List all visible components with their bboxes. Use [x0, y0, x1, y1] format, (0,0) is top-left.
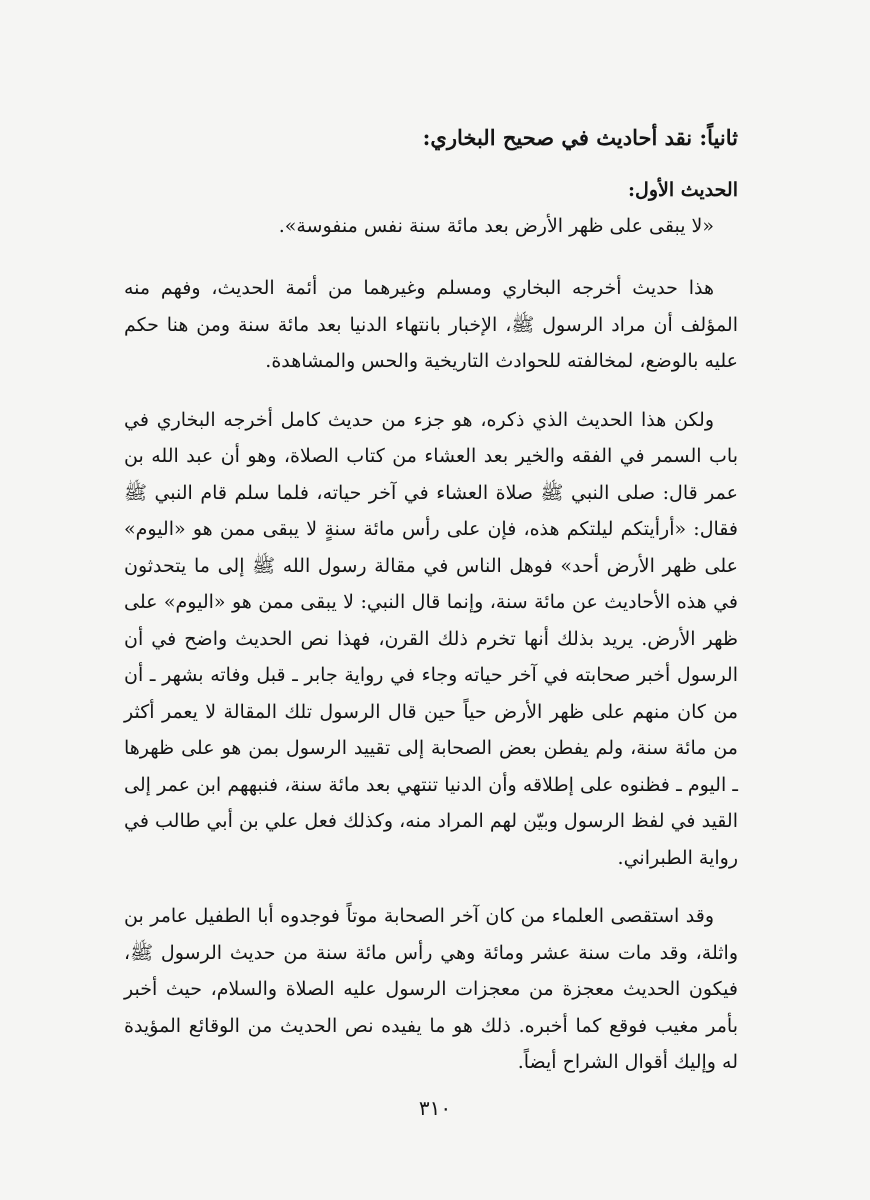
hadith-subheading: الحديث الأول:	[628, 179, 738, 201]
paragraph-3: وقد استقصى العلماء من كان آخر الصحابة موتاً فوجدوه أبا الطفيل عامر بن واثلة، وقد مات سنة عشر ومائة وهي رأس مائة سنة من حديث الرسول ﷺ، فيكون الحديث معجزة من معجزات الرسول عليه الصلاة والسلام، حيث أخبر بأمر مغيب فوقع كما أخبره. ذلك هو ما يفيده نص الحديث من الوقائع المؤيدة له وإليك أقوال الشراح أيضاً.	[124, 905, 738, 1073]
section-title: ثانياً: نقد أحاديث في صحيح البخاري:	[422, 125, 738, 150]
paragraph-2: ولكن هذا الحديث الذي ذكره، هو جزء من حديث كامل أخرجه البخاري في باب السمر في الفقه والخير بعد العشاء من كتاب الصلاة، وهو أن عبد الله بن عمر قال: صلى النبي ﷺ صلاة العشاء في آخر حياته، فلما سلم قام النبي ﷺ فقال: «أرأيتكم ليلتكم هذه، فإن على رأس مائة سنةٍ لا يبقى ممن هو «اليوم» على ظهر الأرض أحد» فوهل الناس في مقالة رسول الله ﷺ إلى ما يتحدثون في هذه الأحاديث عن مائة سنة، وإنما قال النبي: لا يبقى ممن هو «اليوم» على ظهر الأرض. يريد بذلك أنها تخرم ذلك القرن، فهذا نص الحديث واضح في أن الرسول أخبر صحابته في آخر حياته وجاء في رواية جابر ـ قبل وفاته بشهر ـ أن من كان منهم على ظهر الأرض حياً حين قال الرسول تلك المقالة لا يعمر أكثر من مائة سنة، ولم يفطن بعض الصحابة إلى تقييد الرسول بمن هو على ظهرها ـ اليوم ـ فظنوه على إطلاقه وأن الدنيا تنتهي بعد مائة سنة، فنبههم ابن عمر إلى القيد في لفظ الرسول وبيّن لهم المراد منه، وكذلك فعل علي بن أبي طالب في رواية الطبراني.	[124, 408, 738, 869]
paragraph-1: هذا حديث أخرجه البخاري ومسلم وغيرهما من أئمة الحديث، وفهم منه المؤلف أن مراد الرسول ﷺ، الإخبار بانتهاء الدنيا بعد مائة سنة ومن هنا حكم عليه بالوضع، لمخالفته للحوادث التاريخية والحس والمشاهدة.	[124, 277, 738, 372]
page-number: ٣١٠	[418, 1096, 452, 1120]
hadith-quote: «لا يبقى على ظهر الأرض بعد مائة سنة نفس منفوسة».	[278, 215, 714, 237]
page-content	[124, 118, 738, 1103]
